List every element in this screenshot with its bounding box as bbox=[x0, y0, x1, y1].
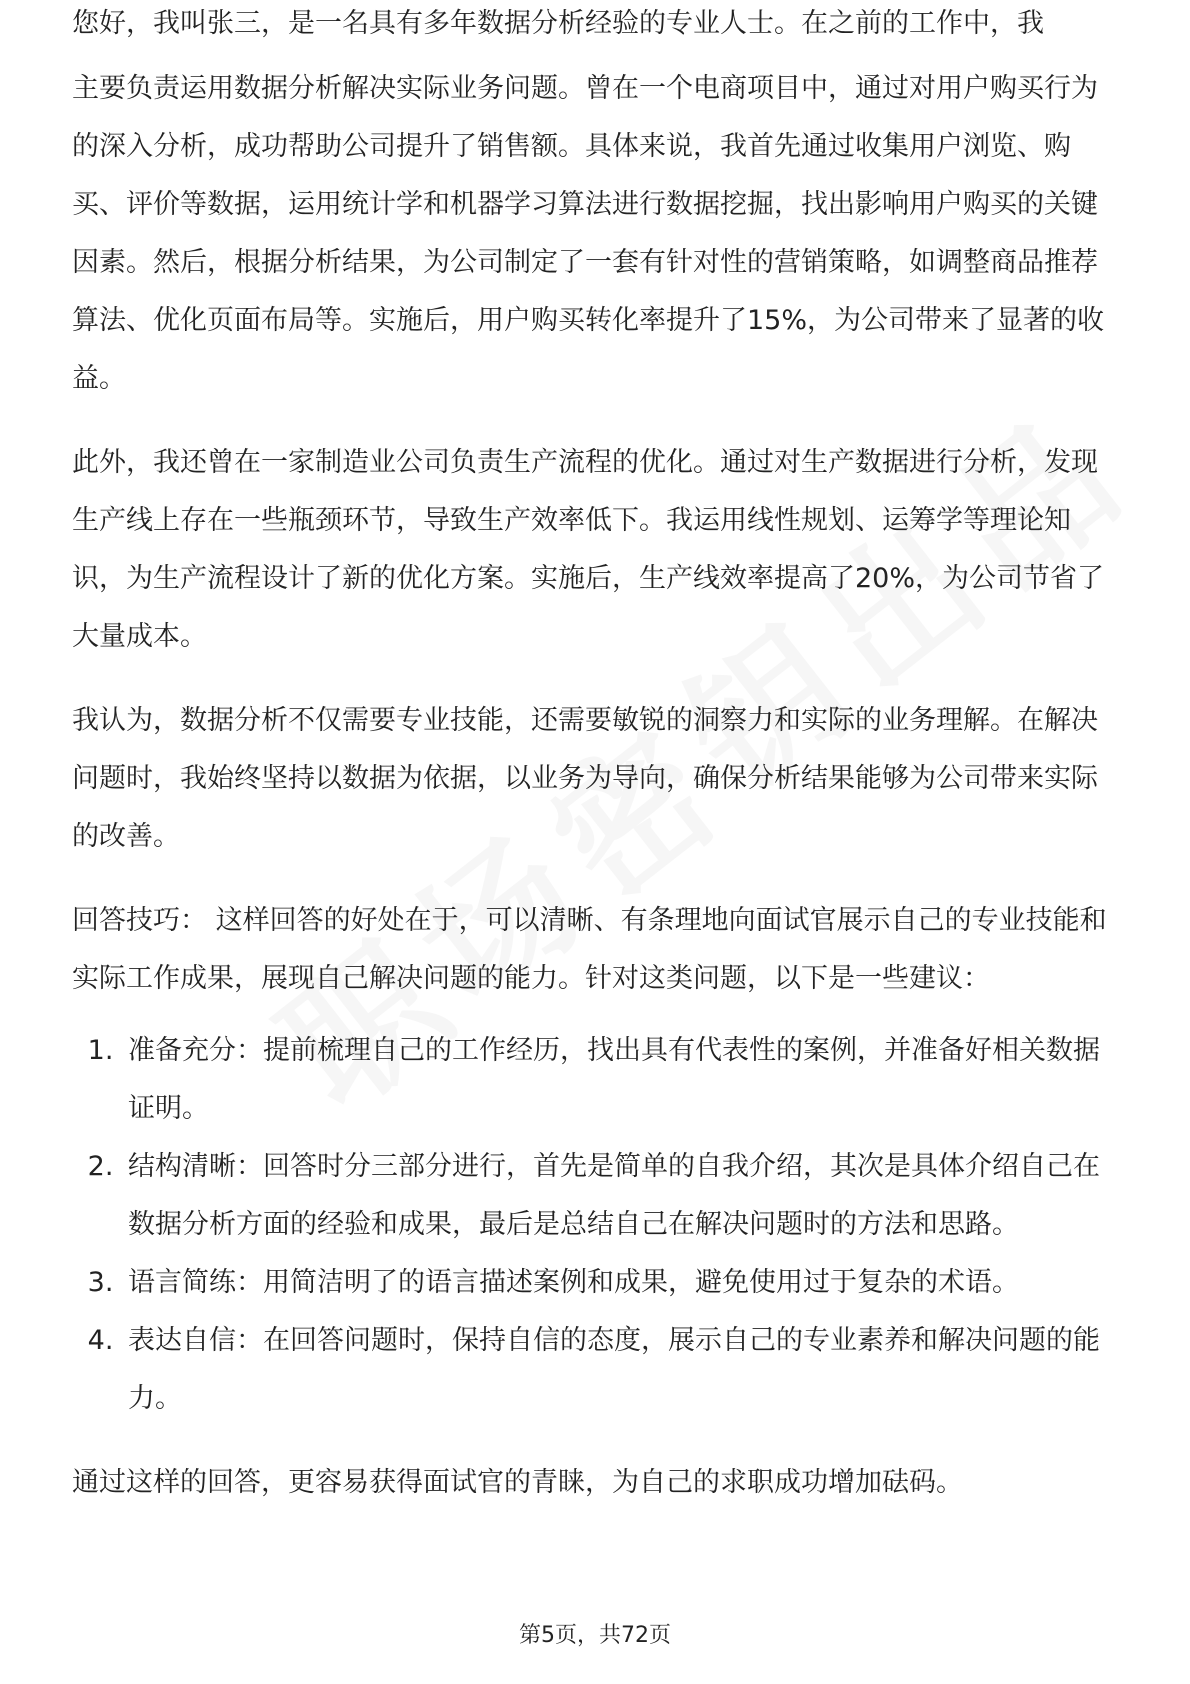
paragraph-manufacturing: 此外，我还曾在一家制造业公司负责生产流程的优化。通过对生产数据进行分析，发现生产线上存在一些瓶颈环节，导致生产效率低下。我运用线性规划、运筹学等理论知识，为生产流程设计了新的优化方案。实施后，生产线效率提高了20%，为公司节省了大量成本。 bbox=[72, 447, 1105, 652]
clipped-line-text: 您好，我叫张三，是一名具有多年数据分析经验的专业人士。在之前的工作中，我 bbox=[72, 8, 1044, 39]
list-item: 3. 语言简练：用简洁明了的语言描述案例和成果，避免使用过于复杂的术语。 bbox=[122, 1254, 1122, 1312]
paragraph-opinion: 我认为，数据分析不仅需要专业技能，还需要敏锐的洞察力和实际的业务理解。在解决问题时，我始终坚持以数据为依据，以业务为导向，确保分析结果能够为公司带来实际的改善。 bbox=[72, 705, 1098, 852]
paragraph-answer-tips: 回答技巧： 这样回答的好处在于，可以清晰、有条理地向面试官展示自己的专业技能和实际工作成果，展现自己解决问题的能力。针对这类问题，以下是一些建议： bbox=[72, 905, 1107, 994]
list-item: 1. 准备充分：提前梳理自己的工作经历，找出具有代表性的案例，并准备好相关数据证明。 bbox=[122, 1022, 1122, 1138]
paragraph-ecommerce: 主要负责运用数据分析解决实际业务问题。曾在一个电商项目中，通过对用户购买行为的深入分析，成功帮助公司提升了销售额。具体来说，我首先通过收集用户浏览、购买、评价等数据，运用统计学和机器学习算法进行数据挖掘，找出影响用户购买的关键因素。然后，根据分析结果，为公司制定了一套有针对性的营销策略，如调整商品推荐算法、优化页面布局等。实施后，用户购买转化率提升了15%，为公司带来了显著的收益。 bbox=[72, 73, 1105, 394]
page-number: 第5页，共72页 bbox=[519, 1623, 671, 1648]
clipped-top-line bbox=[72, 8, 1122, 60]
paragraph-closing: 通过这样的回答，更容易获得面试官的青睐，为自己的求职成功增加砝码。 bbox=[72, 1467, 963, 1498]
list-item: 4. 表达自信：在回答问题时，保持自信的态度，展示自己的专业素养和解决问题的能力。 bbox=[122, 1312, 1122, 1428]
list-item: 2. 结构清晰：回答时分三部分进行，首先是简单的自我介绍，其次是具体介绍自己在数据分析方面的经验和成果，最后是总结自己在解决问题时的方法和思路。 bbox=[122, 1138, 1122, 1254]
document-body bbox=[72, 8, 1122, 1538]
tips-list bbox=[72, 1022, 1122, 1428]
